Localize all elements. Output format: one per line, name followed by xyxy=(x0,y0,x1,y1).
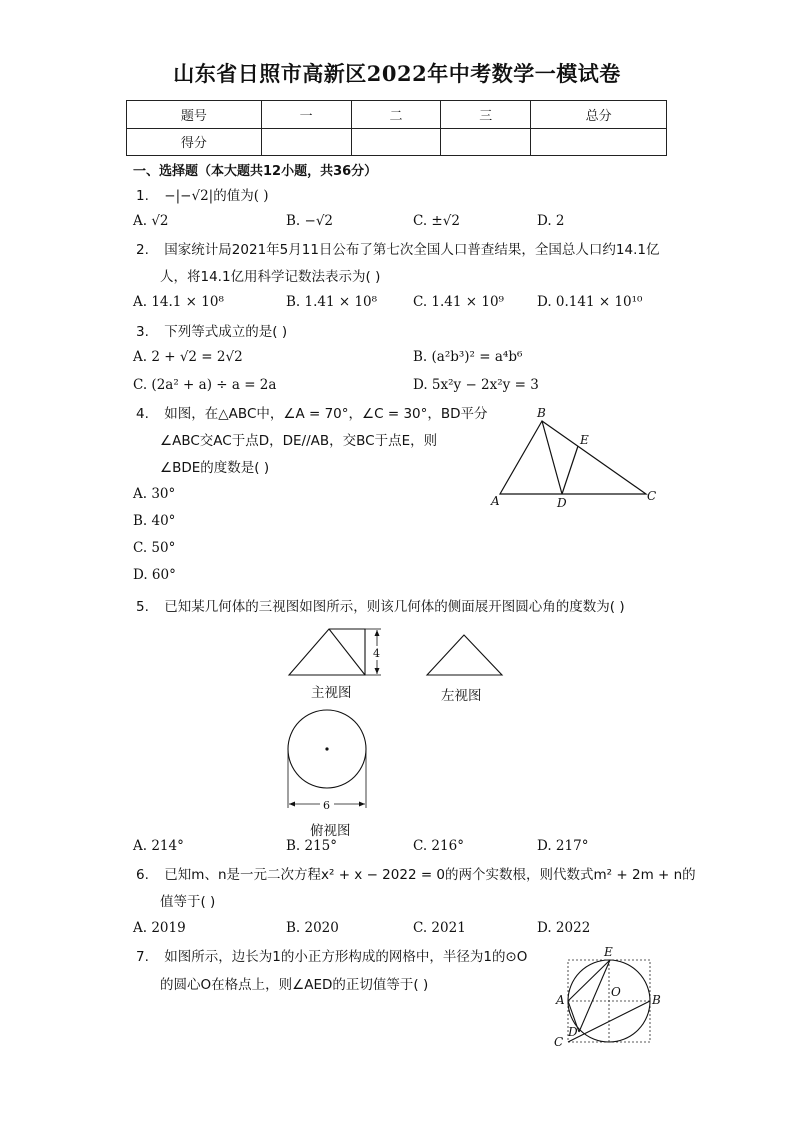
option-d: D. 5x²y − 2x²y = 3 xyxy=(413,377,539,393)
question-1 xyxy=(136,186,269,206)
option-a: A. 14.1 × 10⁸ xyxy=(133,294,224,310)
left-view-caption: 左视图 xyxy=(441,688,482,704)
option-d: D. 0.141 × 10¹⁰ xyxy=(537,294,643,310)
option-c: C. ±√2 xyxy=(413,213,460,229)
option-a: A. 2 + √2 = 2√2 xyxy=(133,349,243,365)
question-7 xyxy=(136,947,527,967)
question-text-line2: 值等于( ) xyxy=(160,894,216,910)
left-view-triangle xyxy=(427,635,502,675)
question-text: 已知某几何体的三视图如图所示，则该几何体的侧面展开图圆心角的度数为( ) xyxy=(164,599,625,615)
triangle-abc xyxy=(500,421,646,494)
question-text-line2: 人，将14.1亿用科学记数法表示为( ) xyxy=(160,269,381,285)
label-o: O xyxy=(611,985,621,999)
question-number: 3. xyxy=(136,324,149,340)
question-text: 下列等式成立的是( ) xyxy=(164,324,288,340)
label-b: B xyxy=(537,406,546,420)
question-text-line3: ∠BDE的度数是( ) xyxy=(160,460,270,476)
option-b: B. −√2 xyxy=(286,213,334,229)
question-number: 5. xyxy=(136,599,149,615)
segment-ae xyxy=(568,960,610,1001)
score-header-cell: 总分 xyxy=(531,101,667,129)
question-text-line1: 如图所示，边长为1的小正方形构成的网格中，半径为1的⊙O xyxy=(164,949,528,965)
option-c: C. 50° xyxy=(133,540,176,556)
top-view-caption: 俯视图 xyxy=(310,823,351,839)
question-6 xyxy=(136,865,696,885)
option-a: A. 214° xyxy=(133,838,184,854)
top-view-figure xyxy=(283,708,375,818)
label-e: E xyxy=(604,945,613,959)
option-c: C. 1.41 × 10⁹ xyxy=(413,294,504,310)
option-d: D. 60° xyxy=(133,567,176,583)
label-c: C xyxy=(647,489,657,503)
score-row-label: 得分 xyxy=(127,128,262,156)
option-a: A. √2 xyxy=(133,213,169,229)
score-cell xyxy=(351,128,441,156)
option-b: B. (a²b³)² = a⁴b⁶ xyxy=(413,349,523,365)
label-a: A xyxy=(556,993,565,1007)
width-label: 6 xyxy=(323,799,330,812)
label-d: D xyxy=(557,496,567,510)
option-b: B. 2020 xyxy=(286,920,339,936)
score-table-header-row xyxy=(127,101,667,129)
question-text-line1: 已知m、n是一元二次方程x² + x − 2022 = 0的两个实数根，则代数式m² + 2m + n的 xyxy=(164,867,696,883)
option-a: A. 2019 xyxy=(133,920,186,936)
score-cell xyxy=(441,128,531,156)
triangle-figure xyxy=(490,400,670,515)
option-c: C. (2a² + a) ÷ a = 2a xyxy=(133,377,277,393)
question-text-line1: 国家统计局2021年5月11日公布了第七次全国人口普查结果，全国总人口约14.1亿 xyxy=(164,242,660,258)
score-cell xyxy=(261,128,351,156)
question-number: 4. xyxy=(136,406,149,422)
score-header-cell: 三 xyxy=(441,101,531,129)
segment-ed xyxy=(579,960,610,1032)
question-number: 6. xyxy=(136,867,149,883)
height-label: 4 xyxy=(373,647,380,660)
question-number: 2. xyxy=(136,242,149,258)
label-a: A xyxy=(491,494,500,508)
option-b: B. 215° xyxy=(286,838,338,854)
option-b: B. 40° xyxy=(133,513,176,529)
score-cell xyxy=(531,128,667,156)
label-b: B xyxy=(652,993,661,1007)
question-text-line1: 如图，在△ABC中，∠A = 70°，∠C = 30°，BD平分 xyxy=(164,406,488,422)
option-d: D. 2 xyxy=(537,213,565,229)
center-point xyxy=(325,747,328,750)
front-view-caption: 主视图 xyxy=(311,685,352,701)
option-d: D. 2022 xyxy=(537,920,591,936)
score-header-cell: 一 xyxy=(261,101,351,129)
score-header-cell: 题号 xyxy=(127,101,262,129)
front-view-outline xyxy=(289,629,365,675)
score-table-score-row xyxy=(127,128,667,156)
question-5 xyxy=(136,597,625,617)
question-text-line2: ∠ABC交AC于点D，DE//AB，交BC于点E，则 xyxy=(160,433,438,449)
question-number: 1. xyxy=(136,188,149,204)
option-a: A. 30° xyxy=(133,486,176,502)
label-d: D xyxy=(568,1025,578,1039)
label-e: E xyxy=(580,433,589,447)
front-view-figure xyxy=(285,625,385,680)
grid-circle-figure xyxy=(552,946,672,1050)
left-view-figure xyxy=(425,632,505,680)
score-header-cell: 二 xyxy=(351,101,441,129)
section-heading: 一、选择题（本大题共12小题，共36分） xyxy=(133,164,378,179)
option-c: C. 2021 xyxy=(413,920,466,936)
question-2 xyxy=(136,240,659,260)
segment-de xyxy=(562,446,578,494)
label-c: C xyxy=(554,1035,564,1049)
option-b: B. 1.41 × 10⁸ xyxy=(286,294,378,310)
question-number: 7. xyxy=(136,949,149,965)
question-text: −|−√2|的值为( ) xyxy=(164,188,269,204)
page-title: 山东省日照市高新区2022年中考数学一模试卷 xyxy=(173,61,621,86)
option-c: C. 216° xyxy=(413,838,464,854)
question-text-line2: 的圆心O在格点上，则∠AED的正切值等于( ) xyxy=(160,977,429,993)
question-3 xyxy=(136,322,287,342)
segment-cb xyxy=(568,1001,650,1042)
option-d: D. 217° xyxy=(537,838,589,854)
question-4 xyxy=(136,404,488,424)
score-table xyxy=(126,100,667,156)
segment-bd xyxy=(542,421,562,494)
